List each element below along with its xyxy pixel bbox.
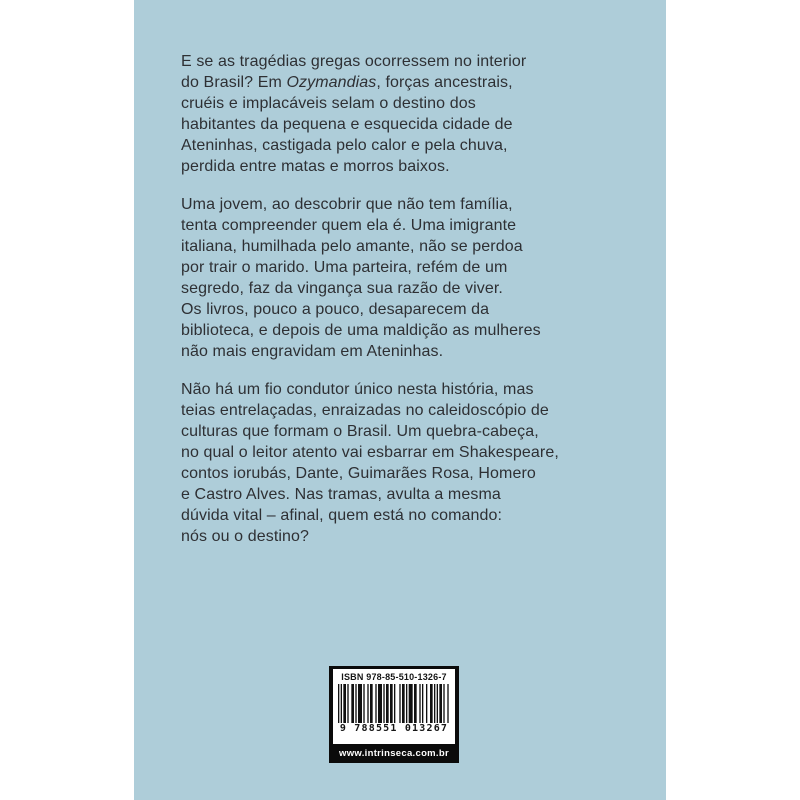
text-line: do Brasil? Em Ozymandias, forças ancestrais, (181, 74, 513, 91)
text-line: não mais engravidam em Ateninhas. (181, 343, 444, 360)
text-line: e Castro Alves. Nas tramas, avulta a mesma (181, 486, 501, 503)
text-line: cruéis e implacáveis selam o destino dos (181, 95, 476, 112)
barcode (329, 666, 459, 763)
text-line: Os livros, pouco a pouco, desaparecem da (181, 301, 490, 318)
text-line: contos iorubás, Dante, Guimarães Rosa, Homero (181, 465, 536, 482)
book-back-cover (134, 0, 666, 800)
text-line: Ateninhas, castigada pelo calor e pela chuva, (181, 137, 508, 154)
text-line: biblioteca, e depois de uma maldição as mulheres (181, 322, 541, 339)
text-line: E se as tragédias gregas ocorressem no interior (181, 53, 527, 70)
text-line: por trair o marido. Uma parteira, refém de um (181, 259, 508, 276)
text-line: Não há um fio condutor único nesta história, mas (181, 381, 534, 398)
text-line: Uma jovem, ao descobrir que não tem família, (181, 196, 513, 213)
barcode-bars-icon (338, 684, 450, 723)
paragraph-2 (181, 194, 601, 362)
text-line: dúvida vital – afinal, quem está no comando: (181, 507, 503, 524)
text-line: tenta compreender quem ela é. Uma imigrante (181, 217, 517, 234)
paragraph-3 (181, 379, 601, 547)
text-line: no qual o leitor atento vai esbarrar em Shakespeare, (181, 444, 559, 461)
text-line: italiana, humilhada pelo amante, não se perdoa (181, 238, 523, 255)
text-line: culturas que formam o Brasil. Um quebra-cabeça, (181, 423, 539, 440)
text-line: nós ou o destino? (181, 528, 310, 545)
barcode-digits: 9 788551 013267 (339, 723, 449, 734)
paragraph-1 (181, 51, 601, 177)
barcode-panel (333, 669, 455, 744)
text-line: teias entrelaçadas, enraizadas no caleidoscópio de (181, 402, 549, 419)
text-line: perdida entre matas e morros baixos. (181, 158, 450, 175)
isbn-label: ISBN 978-85-510-1326-7 (341, 672, 447, 682)
synopsis-text (181, 51, 601, 564)
publisher-website: www.intrinseca.com.br (339, 748, 449, 759)
text-line: segredo, faz da vingança sua razão de viver. (181, 280, 503, 297)
text-line: habitantes da pequena e esquecida cidade de (181, 116, 513, 133)
